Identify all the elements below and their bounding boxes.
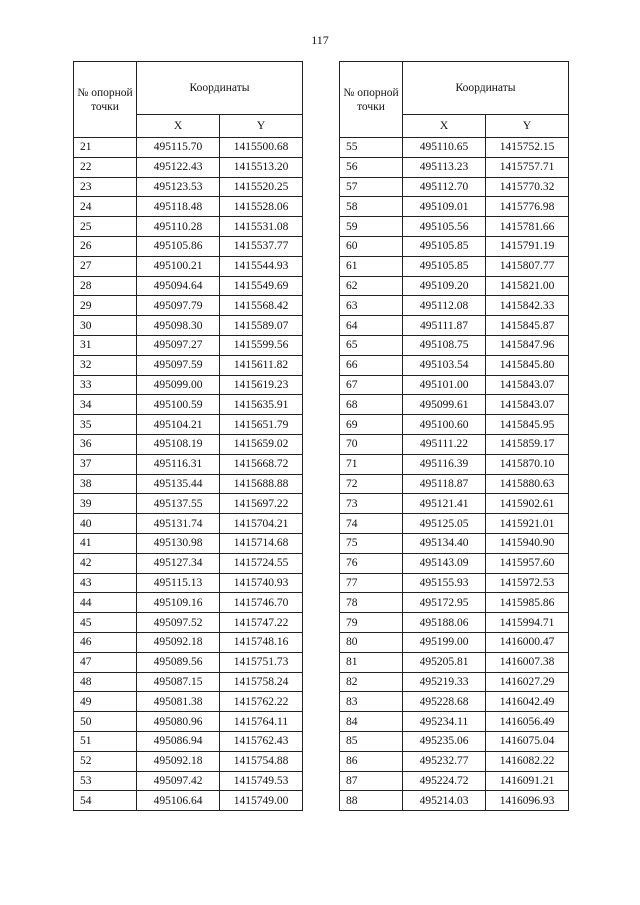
point-number-cell: 31 [74,335,137,355]
x-coordinate-cell: 495109.16 [137,593,220,613]
point-number-cell: 71 [340,454,403,474]
x-coordinate-cell: 495111.22 [403,434,486,454]
table-row [340,692,569,712]
x-coordinate-cell: 495080.96 [137,712,220,732]
x-coordinate-cell: 495122.43 [137,157,220,177]
x-coordinate-cell: 495087.15 [137,672,220,692]
y-coordinate-cell: 1415544.93 [220,256,303,276]
point-number-cell: 66 [340,355,403,375]
table-row [340,217,569,237]
x-coordinate-cell: 495097.27 [137,335,220,355]
x-coordinate-cell: 495113.23 [403,157,486,177]
x-coordinate-cell: 495135.44 [137,474,220,494]
point-number-cell: 34 [74,395,137,415]
x-coordinate-cell: 495097.42 [137,771,220,791]
x-coordinate-cell: 495092.18 [137,751,220,771]
table-row [340,355,569,375]
y-coordinate-cell: 1415754.88 [220,751,303,771]
point-number-cell: 44 [74,593,137,613]
table-row [74,217,303,237]
x-coordinate-cell: 495121.41 [403,494,486,514]
point-number-cell: 67 [340,375,403,395]
table-row [74,236,303,256]
x-coordinate-cell: 495099.61 [403,395,486,415]
point-number-cell: 53 [74,771,137,791]
point-number-cell: 25 [74,217,137,237]
x-coordinate-cell: 495100.60 [403,415,486,435]
point-number-cell: 64 [340,316,403,336]
y-coordinate-cell: 1415957.60 [486,553,569,573]
y-coordinate-cell: 1415845.95 [486,415,569,435]
table-row [74,632,303,652]
x-coordinate-cell: 495097.79 [137,296,220,316]
x-coordinate-cell: 495099.00 [137,375,220,395]
point-number-cell: 38 [74,474,137,494]
header-x: X [137,115,220,138]
point-number-cell: 60 [340,236,403,256]
table-row [340,771,569,791]
x-coordinate-cell: 495081.38 [137,692,220,712]
point-number-cell: 79 [340,613,403,633]
table-row [340,276,569,296]
table-row [340,316,569,336]
point-number-cell: 49 [74,692,137,712]
point-number-cell: 86 [340,751,403,771]
table-row [340,573,569,593]
x-coordinate-cell: 495188.06 [403,613,486,633]
x-coordinate-cell: 495092.18 [137,632,220,652]
y-coordinate-cell: 1415619.23 [220,375,303,395]
point-number-cell: 69 [340,415,403,435]
x-coordinate-cell: 495205.81 [403,652,486,672]
y-coordinate-cell: 1415748.16 [220,632,303,652]
point-number-cell: 26 [74,236,137,256]
y-coordinate-cell: 1415843.07 [486,395,569,415]
y-coordinate-cell: 1415659.02 [220,434,303,454]
point-number-cell: 65 [340,335,403,355]
y-coordinate-cell: 1415985.86 [486,593,569,613]
table-row [340,236,569,256]
x-coordinate-cell: 495112.08 [403,296,486,316]
table-row [340,672,569,692]
point-number-cell: 27 [74,256,137,276]
x-coordinate-cell: 495112.70 [403,177,486,197]
table-row [340,751,569,771]
x-coordinate-cell: 495105.85 [403,236,486,256]
header-coordinates: Координаты [403,62,569,115]
y-coordinate-cell: 1415724.55 [220,553,303,573]
point-number-cell: 23 [74,177,137,197]
y-coordinate-cell: 1415807.77 [486,256,569,276]
table-row [340,454,569,474]
point-number-cell: 83 [340,692,403,712]
y-coordinate-cell: 1415740.93 [220,573,303,593]
x-coordinate-cell: 495109.01 [403,197,486,217]
y-coordinate-cell: 1415704.21 [220,514,303,534]
y-coordinate-cell: 1415749.00 [220,791,303,811]
x-coordinate-cell: 495228.68 [403,692,486,712]
table-row [74,771,303,791]
point-number-cell: 41 [74,533,137,553]
y-coordinate-cell: 1415528.06 [220,197,303,217]
point-number-cell: 32 [74,355,137,375]
table-row [340,296,569,316]
table-row [340,652,569,672]
y-coordinate-cell: 1416007.38 [486,652,569,672]
y-coordinate-cell: 1416042.49 [486,692,569,712]
x-coordinate-cell: 495110.65 [403,138,486,158]
y-coordinate-cell: 1415842.33 [486,296,569,316]
table-row [74,138,303,158]
y-coordinate-cell: 1415843.07 [486,375,569,395]
point-number-cell: 70 [340,434,403,454]
y-coordinate-cell: 1415651.79 [220,415,303,435]
point-number-cell: 30 [74,316,137,336]
table-row [74,791,303,811]
y-coordinate-cell: 1415714.68 [220,533,303,553]
x-coordinate-cell: 495103.54 [403,355,486,375]
table-row [74,197,303,217]
x-coordinate-cell: 495105.85 [403,256,486,276]
table-row [74,296,303,316]
table-row [74,375,303,395]
y-coordinate-cell: 1415500.68 [220,138,303,158]
table-row [340,335,569,355]
table-row [340,177,569,197]
y-coordinate-cell: 1415847.96 [486,335,569,355]
y-coordinate-cell: 1415921.01 [486,514,569,534]
table-row [340,197,569,217]
table-row [340,791,569,811]
point-number-cell: 77 [340,573,403,593]
point-number-cell: 28 [74,276,137,296]
table-row [74,613,303,633]
header-y: Y [220,115,303,138]
x-coordinate-cell: 495097.52 [137,613,220,633]
x-coordinate-cell: 495101.00 [403,375,486,395]
y-coordinate-cell: 1415972.53 [486,573,569,593]
point-number-cell: 72 [340,474,403,494]
x-coordinate-cell: 495115.70 [137,138,220,158]
x-coordinate-cell: 495172.95 [403,593,486,613]
point-number-cell: 37 [74,454,137,474]
y-coordinate-cell: 1415611.82 [220,355,303,375]
y-coordinate-cell: 1415752.15 [486,138,569,158]
y-coordinate-cell: 1415821.00 [486,276,569,296]
y-coordinate-cell: 1415880.63 [486,474,569,494]
y-coordinate-cell: 1415762.43 [220,731,303,751]
point-number-cell: 52 [74,751,137,771]
point-number-cell: 35 [74,415,137,435]
point-number-cell: 81 [340,652,403,672]
y-coordinate-cell: 1416027.29 [486,672,569,692]
table-row [340,434,569,454]
point-number-cell: 58 [340,197,403,217]
table-row [74,514,303,534]
table-row [74,177,303,197]
y-coordinate-cell: 1415770.32 [486,177,569,197]
x-coordinate-cell: 495143.09 [403,553,486,573]
point-number-cell: 36 [74,434,137,454]
y-coordinate-cell: 1415781.66 [486,217,569,237]
table-row [74,256,303,276]
x-coordinate-cell: 495100.21 [137,256,220,276]
table-row [340,593,569,613]
point-number-cell: 76 [340,553,403,573]
y-coordinate-cell: 1415668.72 [220,454,303,474]
x-coordinate-cell: 495232.77 [403,751,486,771]
y-coordinate-cell: 1415697.22 [220,494,303,514]
point-number-cell: 48 [74,672,137,692]
header-coordinates: Координаты [137,62,303,115]
y-coordinate-cell: 1415537.77 [220,236,303,256]
table-row [340,533,569,553]
x-coordinate-cell: 495118.48 [137,197,220,217]
y-coordinate-cell: 1415746.70 [220,593,303,613]
point-number-cell: 68 [340,395,403,415]
table-row [340,138,569,158]
table-row [74,731,303,751]
table-row [74,355,303,375]
point-number-cell: 59 [340,217,403,237]
x-coordinate-cell: 495155.93 [403,573,486,593]
point-number-cell: 61 [340,256,403,276]
y-coordinate-cell: 1415902.61 [486,494,569,514]
y-coordinate-cell: 1416056.49 [486,712,569,732]
x-coordinate-cell: 495137.55 [137,494,220,514]
x-coordinate-cell: 495199.00 [403,632,486,652]
point-number-cell: 51 [74,731,137,751]
x-coordinate-cell: 495219.33 [403,672,486,692]
table-row [74,494,303,514]
y-coordinate-cell: 1415940.90 [486,533,569,553]
y-coordinate-cell: 1415749.53 [220,771,303,791]
x-coordinate-cell: 495106.64 [137,791,220,811]
table-row [340,731,569,751]
x-coordinate-cell: 495094.64 [137,276,220,296]
point-number-cell: 42 [74,553,137,573]
point-number-cell: 82 [340,672,403,692]
header-point-number: № опорной точки [74,62,137,138]
point-number-cell: 50 [74,712,137,732]
x-coordinate-cell: 495108.75 [403,335,486,355]
y-coordinate-cell: 1415764.11 [220,712,303,732]
x-coordinate-cell: 495118.87 [403,474,486,494]
table-row [340,157,569,177]
x-coordinate-cell: 495131.74 [137,514,220,534]
y-coordinate-cell: 1416082.22 [486,751,569,771]
x-coordinate-cell: 495110.28 [137,217,220,237]
y-coordinate-cell: 1415520.25 [220,177,303,197]
point-number-cell: 54 [74,791,137,811]
y-coordinate-cell: 1415599.56 [220,335,303,355]
table-row [340,256,569,276]
y-coordinate-cell: 1415845.80 [486,355,569,375]
point-number-cell: 73 [340,494,403,514]
point-number-cell: 29 [74,296,137,316]
point-number-cell: 24 [74,197,137,217]
y-coordinate-cell: 1416096.93 [486,791,569,811]
point-number-cell: 85 [340,731,403,751]
y-coordinate-cell: 1415549.69 [220,276,303,296]
x-coordinate-cell: 495134.40 [403,533,486,553]
table-row [74,712,303,732]
x-coordinate-cell: 495100.59 [137,395,220,415]
point-number-cell: 40 [74,514,137,534]
point-number-cell: 62 [340,276,403,296]
y-coordinate-cell: 1415791.19 [486,236,569,256]
y-coordinate-cell: 1415513.20 [220,157,303,177]
table-row [74,276,303,296]
point-number-cell: 39 [74,494,137,514]
coordinates-table-right [339,61,569,811]
x-coordinate-cell: 495116.31 [137,454,220,474]
point-number-cell: 45 [74,613,137,633]
x-coordinate-cell: 495130.98 [137,533,220,553]
page-number: 117 [311,33,329,47]
x-coordinate-cell: 495127.34 [137,553,220,573]
x-coordinate-cell: 495235.06 [403,731,486,751]
point-number-cell: 63 [340,296,403,316]
table-row [74,157,303,177]
x-coordinate-cell: 495086.94 [137,731,220,751]
y-coordinate-cell: 1415747.22 [220,613,303,633]
y-coordinate-cell: 1415531.08 [220,217,303,237]
table-row [74,533,303,553]
y-coordinate-cell: 1415568.42 [220,296,303,316]
point-number-cell: 33 [74,375,137,395]
y-coordinate-cell: 1415757.71 [486,157,569,177]
table-row [340,395,569,415]
x-coordinate-cell: 495234.11 [403,712,486,732]
x-coordinate-cell: 495123.53 [137,177,220,197]
point-number-cell: 87 [340,771,403,791]
table-row [340,632,569,652]
y-coordinate-cell: 1415845.87 [486,316,569,336]
x-coordinate-cell: 495111.87 [403,316,486,336]
point-number-cell: 43 [74,573,137,593]
point-number-cell: 46 [74,632,137,652]
header-point-number: № опорной точки [340,62,403,138]
y-coordinate-cell: 1415870.10 [486,454,569,474]
point-number-cell: 47 [74,652,137,672]
point-number-cell: 56 [340,157,403,177]
table-row [340,474,569,494]
point-number-cell: 55 [340,138,403,158]
coordinates-table-left [73,61,303,811]
y-coordinate-cell: 1415589.07 [220,316,303,336]
table-row [74,316,303,336]
y-coordinate-cell: 1416000.47 [486,632,569,652]
x-coordinate-cell: 495109.20 [403,276,486,296]
point-number-cell: 75 [340,533,403,553]
x-coordinate-cell: 495097.59 [137,355,220,375]
point-number-cell: 78 [340,593,403,613]
x-coordinate-cell: 495125.05 [403,514,486,534]
table-row [340,712,569,732]
x-coordinate-cell: 495098.30 [137,316,220,336]
table-row [340,514,569,534]
table-row [340,375,569,395]
x-coordinate-cell: 495089.56 [137,652,220,672]
y-coordinate-cell: 1415758.24 [220,672,303,692]
point-number-cell: 22 [74,157,137,177]
x-coordinate-cell: 495105.86 [137,236,220,256]
point-number-cell: 74 [340,514,403,534]
table-row [340,553,569,573]
point-number-cell: 21 [74,138,137,158]
table-row [340,415,569,435]
y-coordinate-cell: 1415994.71 [486,613,569,633]
x-coordinate-cell: 495105.56 [403,217,486,237]
y-coordinate-cell: 1416091.21 [486,771,569,791]
y-coordinate-cell: 1415762.22 [220,692,303,712]
y-coordinate-cell: 1415776.98 [486,197,569,217]
table-row [74,415,303,435]
table-row [74,434,303,454]
header-x: X [403,115,486,138]
x-coordinate-cell: 495104.21 [137,415,220,435]
x-coordinate-cell: 495108.19 [137,434,220,454]
point-number-cell: 84 [340,712,403,732]
x-coordinate-cell: 495116.39 [403,454,486,474]
table-row [74,652,303,672]
table-row [74,335,303,355]
x-coordinate-cell: 495214.03 [403,791,486,811]
header-y: Y [486,115,569,138]
y-coordinate-cell: 1415688.88 [220,474,303,494]
y-coordinate-cell: 1415751.73 [220,652,303,672]
x-coordinate-cell: 495224.72 [403,771,486,791]
y-coordinate-cell: 1415859.17 [486,434,569,454]
y-coordinate-cell: 1416075.04 [486,731,569,751]
y-coordinate-cell: 1415635.91 [220,395,303,415]
table-row [74,573,303,593]
table-row [74,454,303,474]
point-number-cell: 57 [340,177,403,197]
point-number-cell: 88 [340,791,403,811]
table-row [74,692,303,712]
table-row [74,593,303,613]
x-coordinate-cell: 495115.13 [137,573,220,593]
point-number-cell: 80 [340,632,403,652]
table-row [74,751,303,771]
table-row [340,494,569,514]
table-row [74,553,303,573]
table-row [74,672,303,692]
table-row [74,474,303,494]
table-row [74,395,303,415]
table-row [340,613,569,633]
